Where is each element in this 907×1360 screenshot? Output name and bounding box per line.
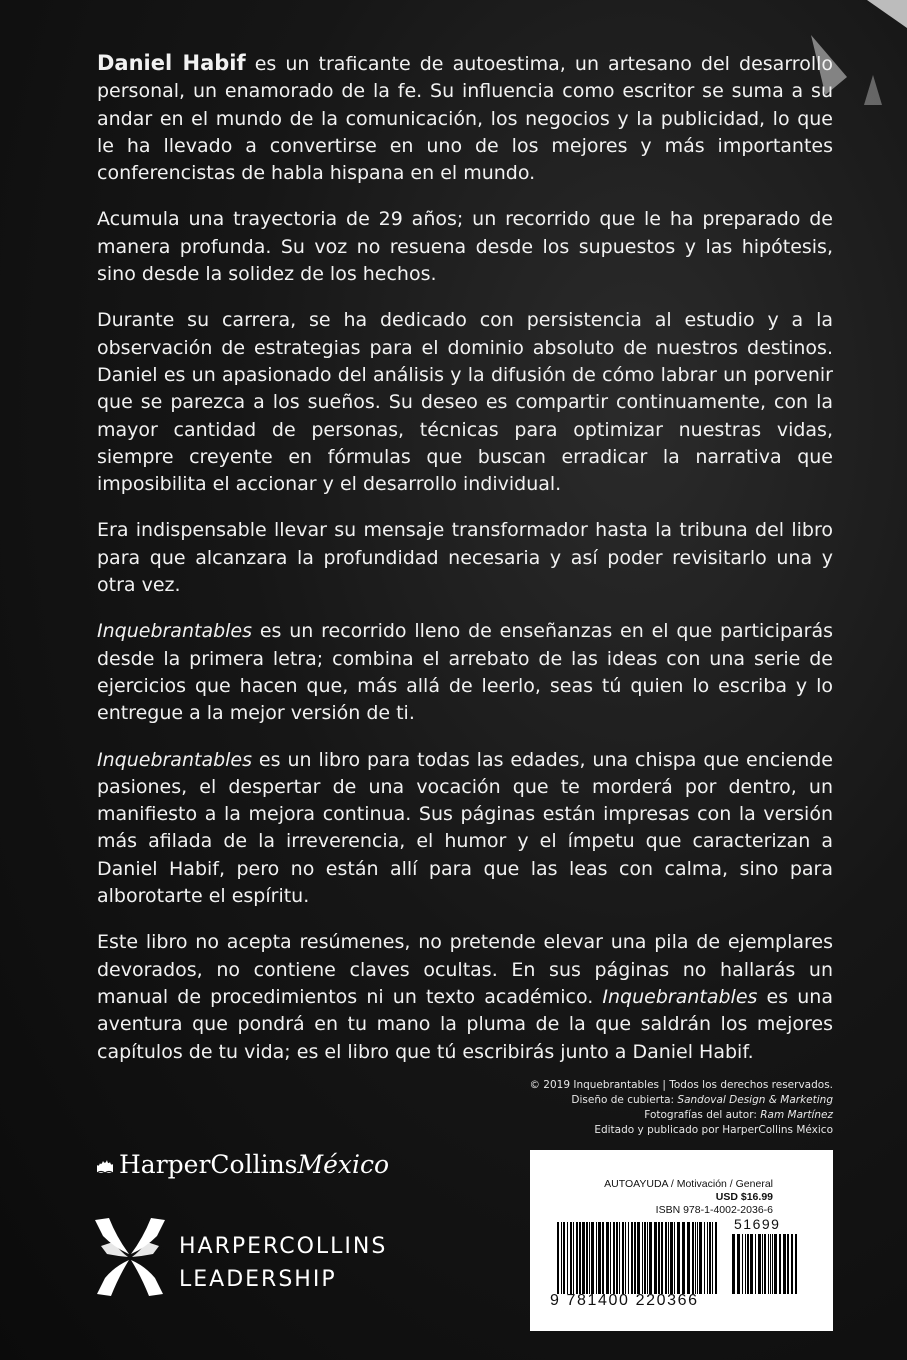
- addon-barcode: [730, 1234, 800, 1294]
- harpercollins-mexico-logo: HarperCollinsMéxico: [95, 1150, 389, 1179]
- leadership-line2: LEADERSHIP: [179, 1267, 337, 1292]
- publisher-line: Editado y publicado por HarperCollins México: [594, 1124, 833, 1136]
- photo-credit-line: Fotografías del autor: Ram Martínez: [644, 1109, 833, 1121]
- paragraph-3: Durante su carrera, se ha dedicado con persistencia al estudio y a la observación de estrategias para el dominio absoluto de nuestros destinos. Daniel es un apasionado del análisis y la difusión de cómo labrar un porvenir que se parezca a los sueños. Su deseo es compartir continuamente, con la mayor cantidad de personas, técnicas para optimizar nuestras vidas, siempre creyente en fórmulas que buscan erradicar la narrativa que imposibilita el accionar y el desarrollo individual.: [97, 309, 833, 496]
- paragraph-6: Inquebrantables es un libro para todas las edades, una chispa que enciende pasiones, el despertar de una vocación que te morderá por dentro, un manifiesto a la mejora continua. Sus páginas están impresas con la versión más afilada de la irreverencia, el humor y el ímpetu que caracterizan a Daniel Habif, pero no están allí para que las leas con calma, sino para alborotarte el espíritu.: [97, 748, 833, 908]
- ean-barcode: [555, 1222, 720, 1294]
- leadership-emblem-icon: [95, 1218, 165, 1296]
- book-title: Inquebrantables: [97, 620, 253, 643]
- category-text: AUTOAYUDA / Motivación / General: [604, 1178, 773, 1190]
- addon-number: 51699: [734, 1216, 781, 1232]
- light-shard-decoration: [864, 75, 882, 105]
- price-text: USD $16.99: [715, 1191, 773, 1203]
- isbn-text: ISBN 978-1-4002-2036-6: [655, 1204, 773, 1216]
- ean-number: 9 781400 220366: [550, 1292, 699, 1309]
- cover-design-line: Diseño de cubierta: Sandoval Design & Marketing: [571, 1094, 833, 1106]
- credits-block: [529, 1078, 833, 1138]
- barcode-label: [530, 1150, 833, 1331]
- fire-and-water-icon: [95, 1155, 115, 1175]
- paragraph-1: Daniel Habif es un traficante de autoestima, un artesano del desarrollo personal, un enamorado de la fe. Su influencia como escritor se suma a su andar en el mundo de la comunicación, los negocios y la publicidad, lo que le ha llevado a convertirse en uno de los mejores y más importantes conferencistas de habla hispana en el mundo.: [97, 51, 833, 185]
- paragraph-2: Acumula una trayectoria de 29 años; un recorrido que le ha preparado de manera profunda. Su voz no resuena desde los supuestos y las hipótesis, sino desde la solidez de los hechos.: [97, 208, 833, 286]
- book-title: Inquebrantables: [602, 985, 758, 1008]
- paragraph-5: Inquebrantables es un recorrido lleno de enseñanzas en el que participarás desde la primera letra; combina el arrebato de las ideas con una serie de ejercicios que hacen que, más allá de leerlo, seas tú quien lo escriba y lo entregue a la mejor versión de ti.: [97, 620, 833, 725]
- light-shard-decoration: [867, 0, 907, 28]
- back-cover-blurb: [97, 50, 833, 1085]
- paragraph-4: Era indispensable llevar su mensaje transformador hasta la tribuna del libro para que alcanzara la profundidad necesaria y así poder revisitarlo una y otra vez.: [97, 519, 833, 597]
- author-name: Daniel Habif: [97, 51, 246, 75]
- copyright-line: © 2019 Inquebrantables | Todos los derechos reservados.: [529, 1079, 833, 1091]
- leadership-line1: HARPERCOLLINS: [179, 1234, 388, 1259]
- paragraph-7: Este libro no acepta resúmenes, no pretende elevar una pila de ejemplares devorados, no contiene claves ocultas. En sus páginas no hallarás un manual de procedimientos ni un texto académico. Inquebrantables es una aventura que pondrá en tu mano la pluma de la que saldrán los mejores capítulos de tu vida; es el libro que tú escribirás junto a Daniel Habif.: [97, 931, 833, 1063]
- book-title: Inquebrantables: [97, 748, 253, 771]
